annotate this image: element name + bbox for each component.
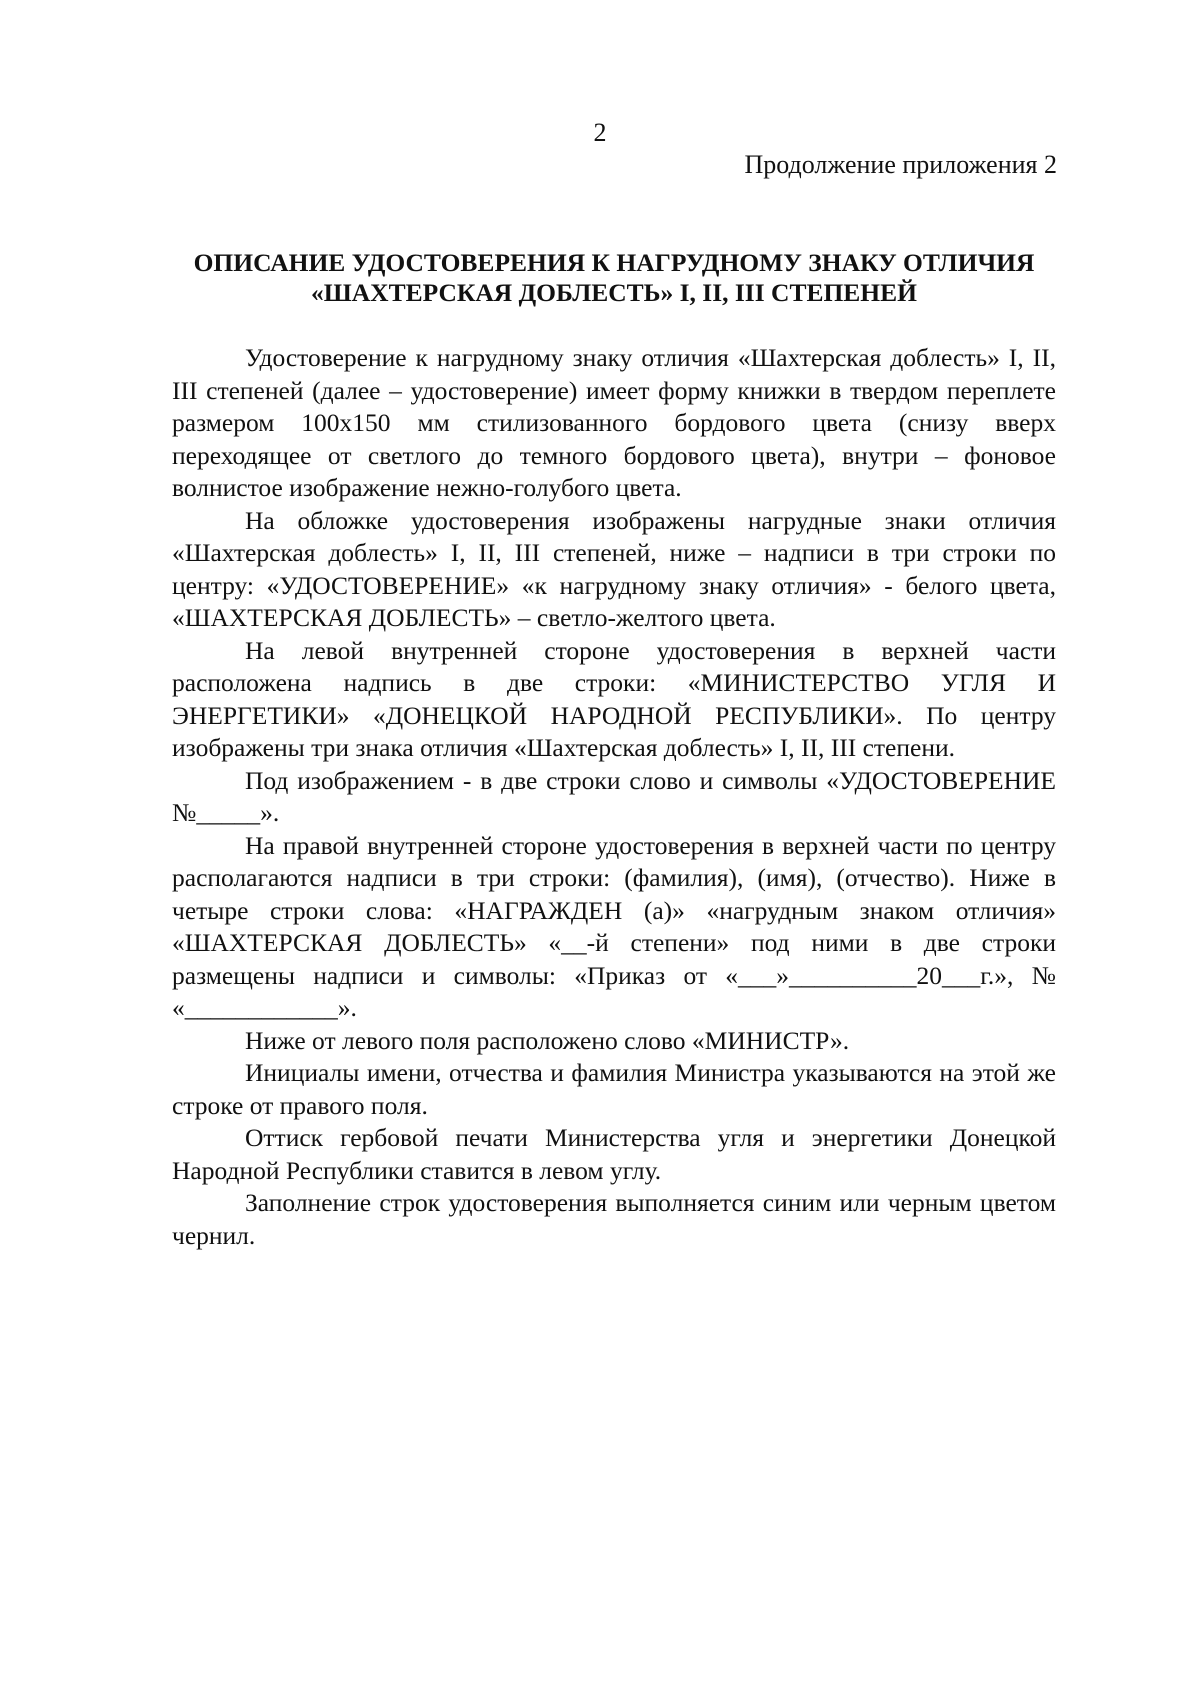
paragraph-ink: Заполнение строк удостоверения выполняется синим или черным цветом чернил. — [172, 1188, 1056, 1250]
document-body — [172, 342, 1056, 1252]
paragraph-initials: Инициалы имени, отчества и фамилия Министра указываются на этой же строке от правого поля. — [172, 1058, 1056, 1120]
paragraph-cover: На обложке удостоверения изображены нагрудные знаки отличия «Шахтерская доблесть» I, II, III степеней, ниже – надписи в три строки по центру: «УДОСТОВЕРЕНИЕ» «к нагрудному знаку отличия» - белого цвета, «ШАХТЕРСКАЯ ДОБЛЕСТЬ» – светло-желтого цвета. — [172, 505, 1056, 632]
paragraph-right-inner-side: На правой внутренней стороне удостоверения в верхней части по центру располагаются надписи в три строки: (фамилия), (имя), (отчество). Ниже в четыре строки слова: «НАГРАЖДЕН (а)» «нагрудным знаком отличия» «ШАХТЕРСКАЯ ДОБЛЕСТЬ» «__-й степени» под ними в две строки размещены надписи и символы: «Приказ от «___»__________20___г.», № «____________». — [172, 830, 1056, 1022]
paragraph-left-inner-side: На левой внутренней стороне удостоверения в верхней части расположена надпись в две строки: «МИНИСТЕРСТВО УГЛЯ И ЭНЕРГЕТИКИ» «ДОНЕЦКОЙ НАРОДНОЙ РЕСПУБЛИКИ». По центру изображены три знака отличия «Шахтерская доблесть» I, II, III степени. — [172, 635, 1056, 762]
paragraph-minister-word: Ниже от левого поля расположено слово «МИНИСТР». — [245, 1025, 850, 1055]
document-title-line-2: «ШАХТЕРСКАЯ ДОБЛЕСТЬ» I, II, III СТЕПЕНЕЙ — [311, 278, 917, 307]
page-number: 2 — [593, 118, 607, 147]
continuation-note: Продолжение приложения 2 — [744, 150, 1057, 179]
paragraph-seal: Оттиск гербовой печати Министерства угля и энергетики Донецкой Народной Республики ставится в левом углу. — [172, 1123, 1056, 1185]
paragraph-under-image: Под изображением - в две строки слово и символы «УДОСТОВЕРЕНИЕ №_____». — [172, 765, 1056, 827]
document-title — [172, 248, 1056, 308]
paragraph-description: Удостоверение к нагрудному знаку отличия «Шахтерская доблесть» I, II, III степеней (далее – удостоверение) имеет форму книжки в твердом переплете размером 100х150 мм стилизованного бордового цвета (снизу вверх переходящее от светлого до темного бордового цвета), внутри – фоновое волнистое изображение нежно-голубого цвета. — [172, 343, 1056, 502]
document-title-line-1: ОПИСАНИЕ УДОСТОВЕРЕНИЯ К НАГРУДНОМУ ЗНАКУ ОТЛИЧИЯ — [193, 248, 1035, 277]
